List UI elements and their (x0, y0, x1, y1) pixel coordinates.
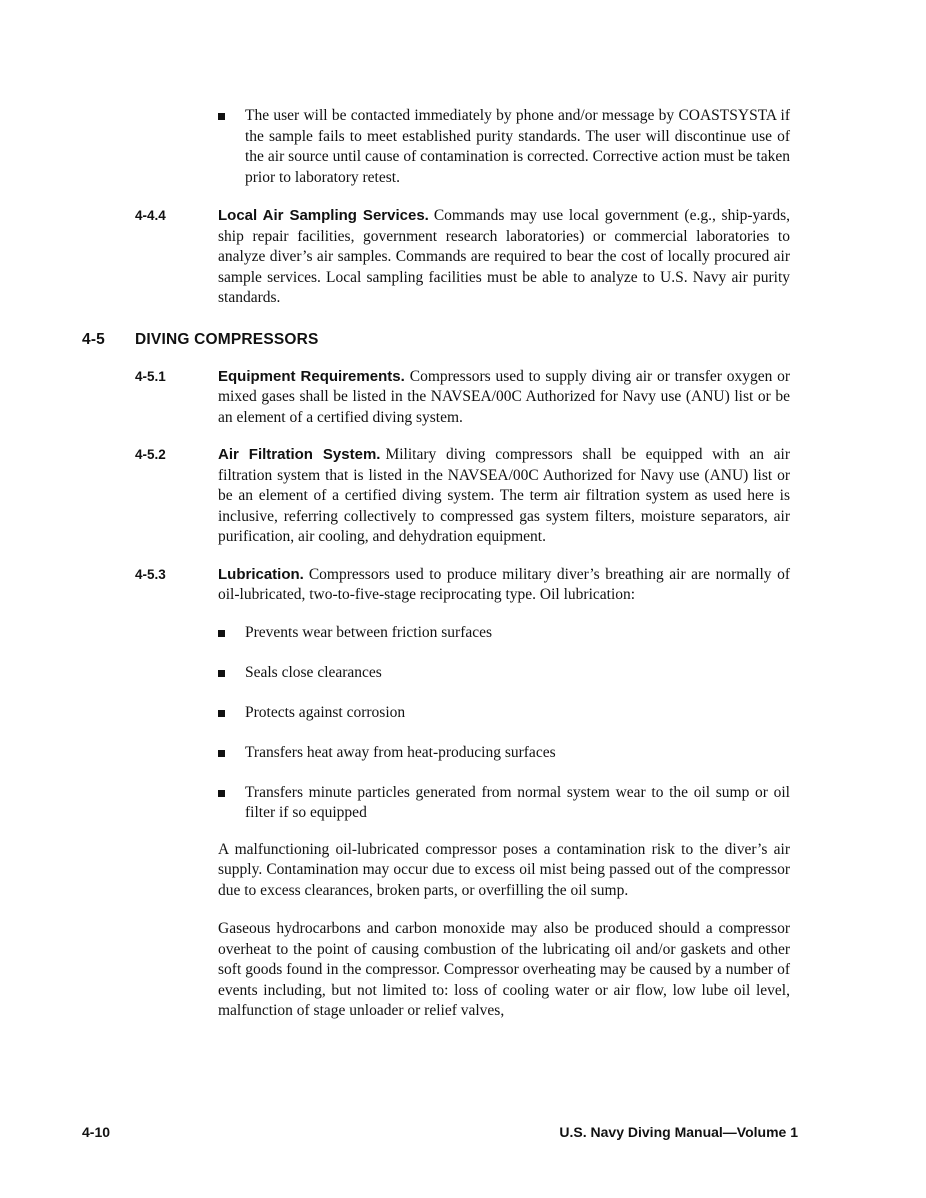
section-text: Military diving compressors shall be equipped with an air filtration system that is listed in the NAVSEA/00C Authorized for Navy use (ANU) list or be an element of a certified diving system. The term air filtration system as used here is inclusive, referring collectively to compressed gas system filters, moisture separators, air purification, air cooling, and dehydration equipment. (218, 446, 790, 545)
section-body (218, 206, 790, 309)
section-4-5-1 (135, 367, 790, 429)
bullet-text: Prevents wear between friction surfaces (245, 623, 493, 641)
square-bullet-icon (218, 630, 225, 637)
section-number: 4-5.1 (135, 368, 166, 384)
square-bullet-icon (218, 670, 225, 677)
footer-page-number: 4-10 (82, 1124, 111, 1140)
section-4-4-4 (135, 206, 790, 309)
bullet-text: Seals close clearances (245, 663, 382, 681)
page-content (82, 0, 790, 1022)
bullet-text: Protects against corrosion (245, 703, 406, 721)
square-bullet-icon (218, 750, 225, 757)
bullet-item-lubrication-2 (218, 663, 790, 684)
section-4-5-2 (135, 445, 790, 548)
section-number: 4-5.3 (135, 566, 166, 582)
bullet-item-lubrication-3 (218, 703, 790, 724)
heading-4-5 (82, 330, 790, 349)
section-body (218, 445, 790, 548)
section-title: Air Filtration System. (218, 446, 381, 463)
bullet-item-lubrication-5 (218, 783, 790, 824)
bullet-item-contact-notice (218, 106, 790, 188)
section-number: 4-5.2 (135, 447, 166, 462)
section-text: Commands may use local government (e.g., ship-yards, ship repair facilities, government research laboratories) or commercial laboratories to analyze diver’s air samples. Commands are required to bear the cost of locally procured air sample services. Local sampling facilities must be able to analyze to U.S. Navy air purity standards. (218, 207, 790, 306)
bullet-item-lubrication-1 (218, 623, 790, 644)
bullet-text: Transfers heat away from heat-producing surfaces (245, 743, 556, 761)
section-4-5-3 (135, 565, 790, 606)
bullet-item-lubrication-4 (218, 743, 790, 764)
section-body (218, 367, 790, 429)
heading-title: DIVING COMPRESSORS (135, 330, 319, 348)
footer-manual-title: U.S. Navy Diving Manual—Volume 1 (559, 1124, 798, 1140)
bullet-text: The user will be contacted immediately by phone and/or message by COASTSYSTA if the sample fails to meet established purity standards. The user will discontinue use of the air source until cause of contamination is corrected. Corrective action must be taken prior to laboratory retest. (245, 107, 790, 186)
heading-number: 4-5 (82, 330, 106, 348)
bullet-text: Transfers minute particles generated from normal system wear to the oil sump or oil filter if so equipped (245, 783, 790, 821)
section-body (218, 565, 790, 606)
square-bullet-icon (218, 113, 225, 120)
paragraph-malfunction: A malfunctioning oil-lubricated compressor poses a contamination risk to the diver’s air supply. Contamination may occur due to excess oil mist being passed out of the compressor due to excess clearances, broken parts, or overfilling the oil sump. (218, 840, 790, 899)
square-bullet-icon (218, 790, 225, 797)
page-footer (82, 1124, 798, 1140)
section-title: Lubrication. (218, 565, 304, 583)
paragraph-overheat: Gaseous hydrocarbons and carbon monoxide may also be produced should a compressor overheat to the point of causing combustion of the lubricating oil and/or gaskets and other soft goods found in the compressor. Compressor overheating may be caused by a number of events including, but not limited to: loss of cooling water or air flow, low lube oil level, malfunction of stage unloader or relief valves, (218, 920, 790, 1019)
section-number: 4-4.4 (135, 208, 166, 223)
section-title: Local Air Sampling Services. (218, 207, 429, 224)
square-bullet-icon (218, 710, 225, 717)
section-title: Equipment Requirements. (218, 367, 405, 385)
section-text: Compressors used to supply diving air or transfer oxygen or mixed gases shall be listed in the NAVSEA/00C Authorized for Navy use (ANU) list or be an element of a certified diving system. (218, 367, 791, 426)
section-text: Compressors used to produce military diver’s breathing air are normally of oil-lubricated, two-to-five-stage reciprocating type. Oil lubrication: (218, 565, 790, 603)
